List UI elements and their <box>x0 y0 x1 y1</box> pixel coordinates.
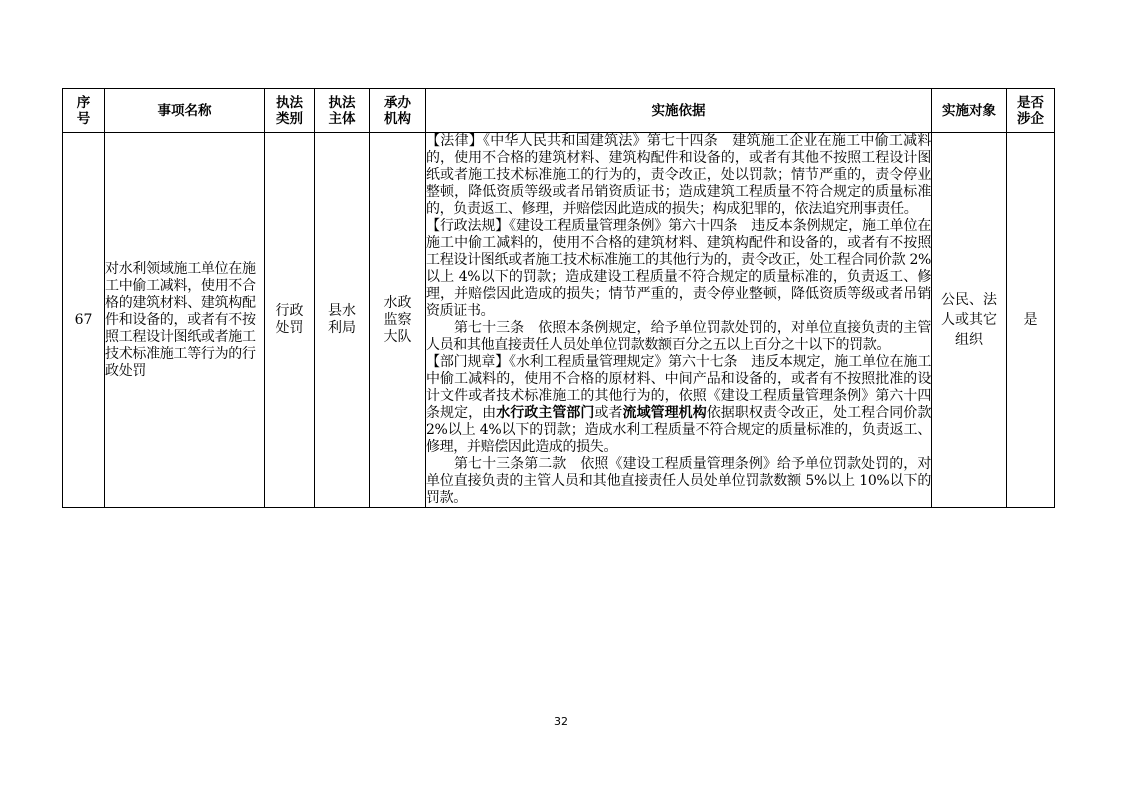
header-row <box>63 89 1055 133</box>
cell-target: 公民、法人或其它组织 <box>932 133 1007 508</box>
cell-no: 67 <box>63 133 105 508</box>
page-number: 32 <box>554 715 568 728</box>
table-row <box>63 133 1055 508</box>
header-agency: 承办机构 <box>370 89 426 133</box>
cell-subject: 县水利局 <box>315 133 370 508</box>
emphasis-water-authority: 水行政主管部门 <box>496 405 595 421</box>
header-target: 实施对象 <box>932 89 1007 133</box>
basis-law: 【法律】《中华人民共和国建筑法》第七十四条 建筑施工企业在施工中偷工减料的，使用不合格的建筑材料、建筑构配件和设备的，或者有其他不按照工程设计图纸或者施工技术标准施工的行为的，责令改正，处以罚款；情节严重的，责令停业整顿，降低资质等级或者吊销资质证书；造成建筑工程质量不符合规定的质量标准的，负责返工、修理，并赔偿因此造成的损失；构成犯罪的，依法追究刑事责任。 <box>426 133 931 217</box>
cell-category: 行政处罚 <box>265 133 315 508</box>
emphasis-basin-authority: 流域管理机构 <box>622 405 707 421</box>
cell-agency: 水政监察大队 <box>370 133 426 508</box>
header-subject: 执法主体 <box>315 89 370 133</box>
header-basis: 实施依据 <box>426 89 932 133</box>
header-item-name: 事项名称 <box>105 89 265 133</box>
header-no: 序号 <box>63 89 105 133</box>
enforcement-table <box>62 88 1055 508</box>
basis-regulation-article-73: 第七十三条 依照本条例规定，给予单位罚款处罚的，对单位直接负责的主管人员和其他直接责任人员处单位罚款数额百分之五以上百分之十以下的罚款。 <box>426 320 931 353</box>
basis-regulation: 【行政法规】《建设工程质量管理条例》第六十四条 违反本条例规定，施工单位在施工中偷工减料的，使用不合格的建筑材料、建筑构配件和设备的，或者有不按照工程设计图纸或者施工技术标准施工的其他行为的，责令改正，处工程合同价款 2%以上 4%以下的罚款；造成建设工程质量不符合规定的质量标准的，负责返工、修理，并赔偿因此造成的损失；情节严重的，责令停业整顿，降低资质等级或者吊销资质证书。 <box>426 218 931 319</box>
cell-enterprise: 是 <box>1007 133 1055 508</box>
cell-item-name: 对水利领域施工单位在施工中偷工减料，使用不合格的建筑材料、建筑构配件和设备的，或者有不按照工程设计图纸或者施工技术标准施工等行为的行政处罚 <box>105 133 265 508</box>
basis-rule: 【部门规章】《水利工程质量管理规定》第六十七条 违反本规定，施工单位在施工中偷工减料的，使用不合格的原材料、中间产品和设备的，或者有不按照批准的设计文件或者技术标准施工的其他行为的，依照《建设工程质量管理条例》第六十四条规定，由水行政主管部门或者流域管理机构依据职权责令改正，处工程合同价款 2%以上 4%以下的罚款；造成水利工程质量不符合规定的质量标准的，负责返工、修理，并赔偿因此造成的损失。 <box>426 354 931 455</box>
basis-rule-article-73: 第七十三条第二款 依照《建设工程质量管理条例》给予单位罚款处罚的，对单位直接负责的主管人员和其他直接责任人员处单位罚款数额 5%以上 10%以下的罚款。 <box>426 456 931 506</box>
header-enterprise: 是否涉企 <box>1007 89 1055 133</box>
header-category: 执法类别 <box>265 89 315 133</box>
cell-basis <box>426 133 932 508</box>
